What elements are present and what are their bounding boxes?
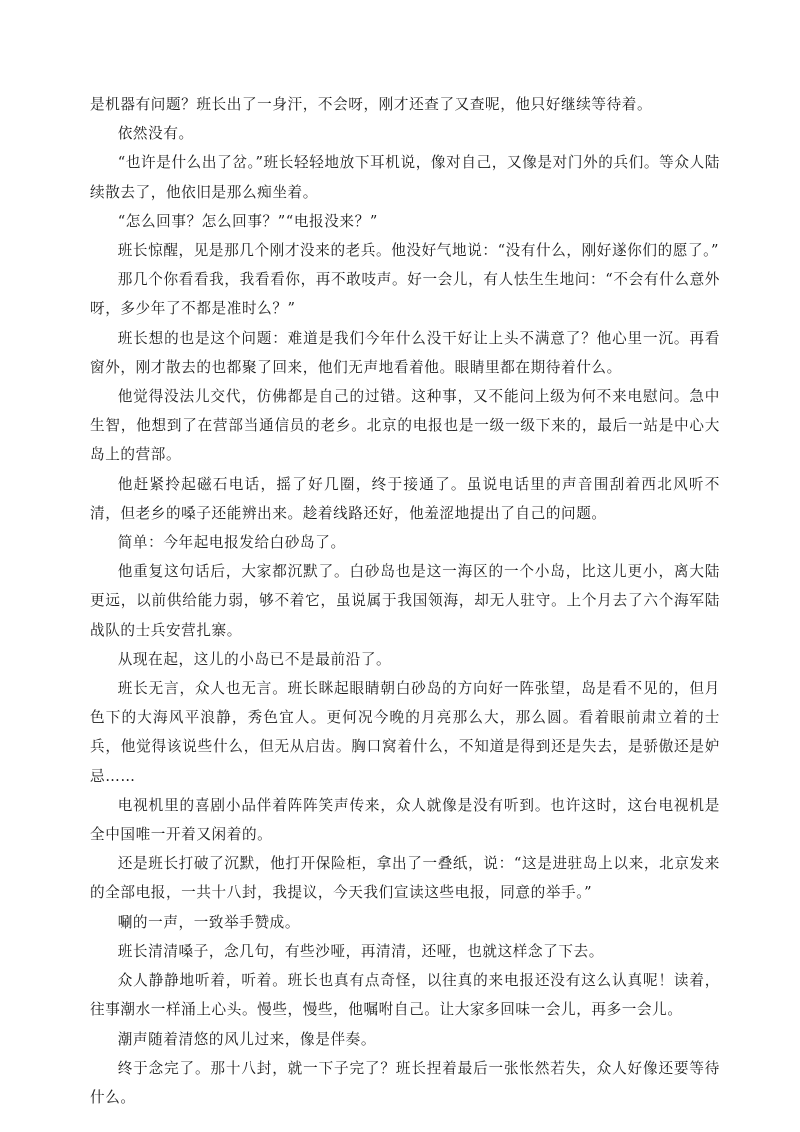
paragraph: 那几个你看看我，我看看你，再不敢吱声。好一会儿，有人怯生生地问：“不会有什么意外呀，多少年了不都是准时么？” xyxy=(90,271,720,318)
paragraph: 班长清清嗓子，念几句，有些沙哑，再清清，还哑，也就这样念了下去。 xyxy=(117,942,604,960)
paragraph: 他赶紧拎起磁石电话，摇了好几圈，终于接通了。虽说电话里的声音围刮着西北风听不清，但老乡的嗓子还能辨出来。趁着线路还好，他羞涩地提出了自己的问题。 xyxy=(90,475,720,522)
paragraph: 班长无言，众人也无言。班长眯起眼睛朝白砂岛的方向好一阵张望，岛是看不见的，但月色下的大海风平浪静，秀色宜人。更何况今晚的月亮那么大，那么圆。看着眼前肃立着的士兵，他觉得该说些什么，但无从启齿。胸口窝着什么，不知道是得到还是失去，是骄傲还是妒忌…… xyxy=(90,680,720,785)
paragraph: 班长惊醒，见是那几个刚才没来的老兵。他没好气地说：“没有什么，刚好遂你们的愿了。” xyxy=(117,242,720,260)
paragraph: 还是班长打破了沉默，他打开保险柜，拿出了一叠纸，说：“这是进驻岛上以来，北京发来的全部电报，一共十八封，我提议，今天我们宣读这些电报，同意的举手。” xyxy=(90,855,720,902)
paragraph: 他重复这句话后，大家都沉默了。白砂岛也是这一海区的一个小岛，比这儿更小，离大陆更远，以前供给能力弱，够不着它，虽说属于我国领海，却无人驻守。上个月去了六个海军陆战队的士兵安营扎寨。 xyxy=(90,563,720,639)
paragraph: 终于念完了。那十八封，就一下子完了？班长捏着最后一张怅然若失，众人好像还要等待什么。 xyxy=(90,1059,720,1106)
paragraph: 简单：今年起电报发给白砂岛了。 xyxy=(117,534,346,552)
paragraph: 依然没有。 xyxy=(117,125,194,143)
paragraph: “也许是什么出了岔。”班长轻轻地放下耳机说，像对自己，又像是对门外的兵们。等众人陆续散去了，他依旧是那么痴坐着。 xyxy=(90,154,720,201)
story-text xyxy=(90,90,720,1112)
paragraph: 是机器有问题？班长出了一身汗，不会呀，刚才还查了又查呢，他只好继续等待着。 xyxy=(90,96,653,113)
paragraph: 潮声随着清悠的风儿过来，像是伴奏。 xyxy=(117,1030,377,1048)
paragraph: 唰的一声，一致举手赞成。 xyxy=(117,913,301,931)
paragraph: 他觉得没法儿交代，仿佛都是自己的过错。这种事，又不能问上级为何不来电慰问。急中生智，他想到了在营部当通信员的老乡。北京的电报也是一级一级下来的，最后一站是中心大岛上的营部。 xyxy=(90,388,720,464)
paragraph: 从现在起，这儿的小岛已不是最前沿了。 xyxy=(117,650,392,668)
paragraph: 众人静静地听着，听着。班长也真有点奇怪，以往真的来电报还没有这么认真呢！读着，往事潮水一样涌上心头。慢些，慢些，他嘱咐自己。让大家多回味一会儿，再多一会儿。 xyxy=(90,972,720,1019)
paragraph: “怎么回事？怎么回事？”“电报没来？” xyxy=(117,212,378,230)
paragraph: 电视机里的喜剧小品伴着阵阵笑声传来，众人就像是没有听到。也许这时，这台电视机是全中国唯一开着又闲着的。 xyxy=(90,796,720,844)
paragraph: 班长想的也是这个问题：难道是我们今年什么没干好让上头不满意了？他心里一沉。再看窗外，刚才散去的也都聚了回来，他们无声地看着他。眼睛里都在期待着什么。 xyxy=(90,329,720,376)
